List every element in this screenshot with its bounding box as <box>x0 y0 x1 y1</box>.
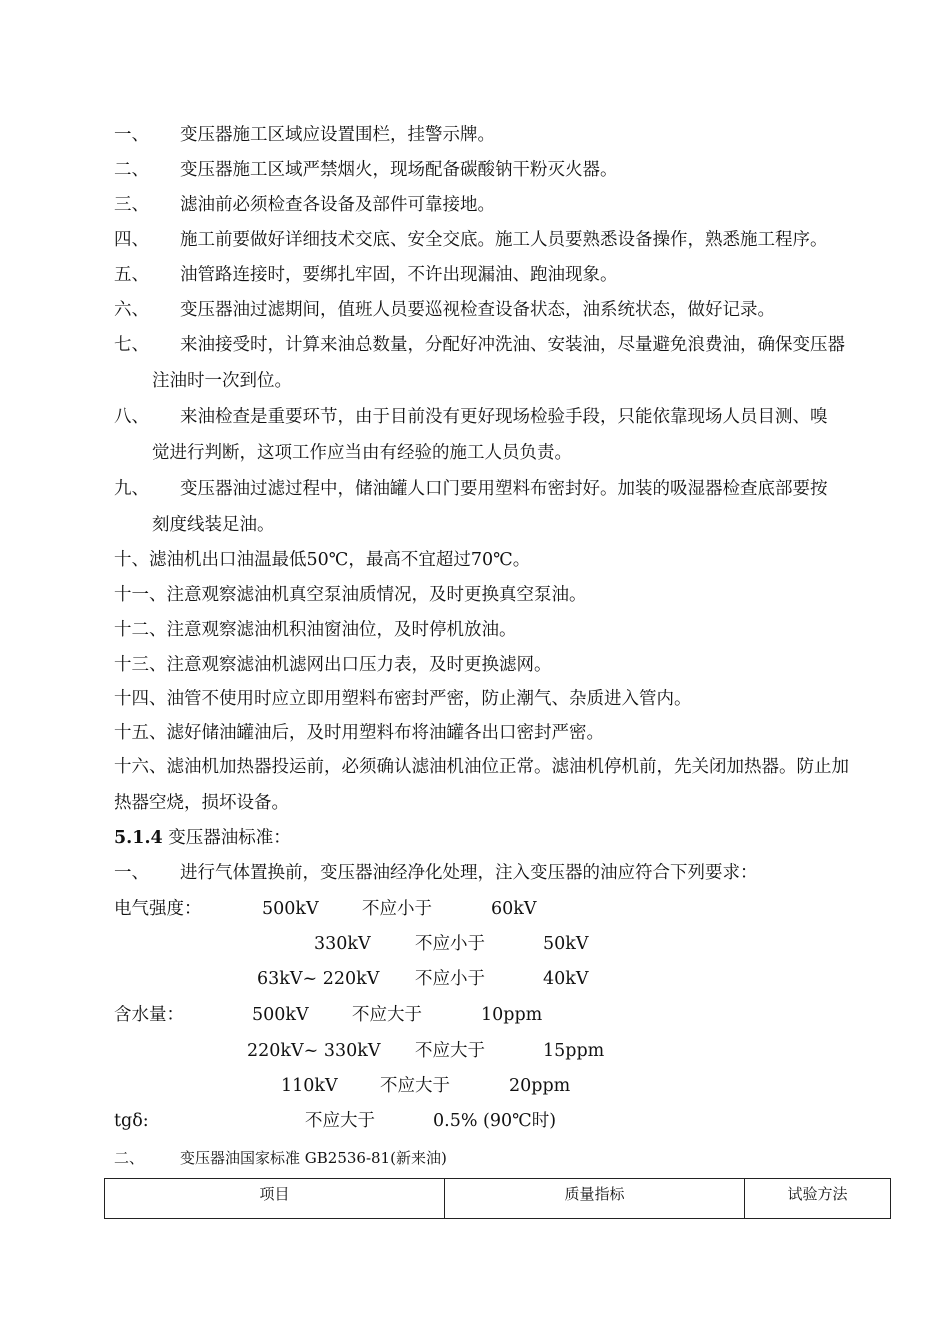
item-7 <box>114 334 845 356</box>
spec-voltage: 500kV <box>262 899 319 919</box>
item-number: 二、 <box>114 1149 145 1167</box>
spec-condition: 不应大于 <box>305 1111 375 1131</box>
section-heading <box>114 827 291 849</box>
item-number: 十三、 <box>114 655 167 675</box>
item-number: 十、 <box>114 550 149 570</box>
item-number: 六、 <box>114 300 149 320</box>
item-7-continuation: 注油时一次到位。 <box>152 371 292 391</box>
spec-condition: 不应大于 <box>415 1041 485 1061</box>
spec-value: 10ppm <box>481 1005 543 1025</box>
item-text: 变压器油过滤期间，值班人员要巡视检查设备状态，油系统状态，做好记录。 <box>180 300 775 320</box>
spec-condition: 不应小于 <box>415 934 485 954</box>
item-6 <box>114 299 775 321</box>
item-text: 注意观察滤油机滤网出口压力表，及时更换滤网。 <box>166 655 552 675</box>
section-title: 变压器油标准： <box>168 828 291 848</box>
table-header-row <box>105 1179 891 1219</box>
item-text: 变压器施工区域严禁烟火，现场配备碳酸钠干粉灭火器。 <box>180 160 618 180</box>
water-content-label: 含水量： <box>114 1005 184 1025</box>
item-number: 十五、 <box>114 723 167 743</box>
item-text: 变压器施工区域应设置围栏，挂警示牌。 <box>180 125 495 145</box>
item-text: 滤油机出口油温最低50℃，最高不宜超过70℃。 <box>149 550 531 570</box>
item-12 <box>114 619 517 641</box>
item-1 <box>114 124 495 146</box>
item-number: 十一、 <box>114 585 167 605</box>
item-13 <box>114 654 552 676</box>
spec-value: 20ppm <box>509 1076 571 1096</box>
item-14 <box>114 688 692 710</box>
spec-value: 15ppm <box>543 1041 605 1061</box>
item-text: 注意观察滤油机积油窗油位，及时停机放油。 <box>166 620 517 640</box>
spec-voltage: 330kV <box>314 934 371 954</box>
item-5 <box>114 264 618 286</box>
electric-strength-label: 电气强度： <box>114 899 202 919</box>
item-number: 十六、 <box>114 757 167 777</box>
item-number: 一、 <box>114 125 149 145</box>
item-number: 三、 <box>114 195 149 215</box>
spec-value: 50kV <box>543 934 589 954</box>
table-header-test-method: 试验方法 <box>745 1179 891 1219</box>
item-number: 五、 <box>114 265 149 285</box>
item-text: 变压器油过滤过程中，储油罐人口门要用塑料布密封好。加装的吸湿器检查底部要按 <box>180 479 828 499</box>
item-text: 滤油机加热器投运前，必须确认滤油机油位正常。滤油机停机前，先关闭加热器。防止加 <box>166 757 849 777</box>
item-number: 八、 <box>114 407 149 427</box>
item-text: 来油接受时，计算来油总数量，分配好冲洗油、安装油，尽量避免浪费油，确保变压器 <box>180 335 845 355</box>
item-text: 变压器油国家标准 GB2536-81(新来油) <box>180 1149 447 1167</box>
item-8 <box>114 406 828 428</box>
spec-value: 60kV <box>491 899 537 919</box>
item-text: 油管不使用时应立即用塑料布密封严密，防止潮气、杂质进入管内。 <box>166 689 692 709</box>
item-4 <box>114 229 828 251</box>
item-16 <box>114 756 849 778</box>
item-text: 滤好储油罐油后，及时用塑料布将油罐各出口密封严密。 <box>166 723 604 743</box>
item-8-continuation: 觉进行判断，这项工作应当由有经验的施工人员负责。 <box>152 443 572 463</box>
spec-voltage: 220kV~ 330kV <box>247 1041 381 1061</box>
quality-standard-table <box>104 1178 891 1219</box>
standard-item-1 <box>114 862 758 884</box>
item-number: 十二、 <box>114 620 167 640</box>
item-11 <box>114 584 587 606</box>
item-number: 七、 <box>114 335 149 355</box>
item-3 <box>114 194 495 216</box>
item-text: 油管路连接时，要绑扎牢固，不许出现漏油、跑油现象。 <box>180 265 618 285</box>
item-2 <box>114 159 618 181</box>
spec-value: 0.5% (90℃时) <box>433 1111 557 1131</box>
item-number: 一、 <box>114 863 149 883</box>
item-text: 进行气体置换前，变压器油经净化处理，注入变压器的油应符合下列要求： <box>180 863 758 883</box>
item-9 <box>114 478 828 500</box>
item-text: 滤油前必须检查各设备及部件可靠接地。 <box>180 195 495 215</box>
item-15 <box>114 722 604 744</box>
item-text: 注意观察滤油机真空泵油质情况，及时更换真空泵油。 <box>166 585 587 605</box>
spec-condition: 不应大于 <box>380 1076 450 1096</box>
table-header-item: 项目 <box>105 1179 445 1219</box>
item-9-continuation: 刻度线装足油。 <box>152 515 275 535</box>
item-text: 施工前要做好详细技术交底、安全交底。施工人员要熟悉设备操作，熟悉施工程序。 <box>180 230 828 250</box>
item-16-continuation: 热器空烧，损坏设备。 <box>114 793 289 813</box>
spec-condition: 不应小于 <box>362 899 432 919</box>
spec-condition: 不应小于 <box>415 969 485 989</box>
spec-condition: 不应大于 <box>352 1005 422 1025</box>
spec-voltage: 500kV <box>252 1005 309 1025</box>
item-number: 四、 <box>114 230 149 250</box>
section-number: 5.1.4 <box>114 828 163 848</box>
table-header-quality: 质量指标 <box>445 1179 745 1219</box>
spec-voltage: 110kV <box>281 1076 338 1096</box>
item-text: 来油检查是重要环节，由于目前没有更好现场检验手段，只能依靠现场人员目测、嗅 <box>180 407 828 427</box>
item-number: 二、 <box>114 160 149 180</box>
item-number: 九、 <box>114 479 149 499</box>
standard-item-2 <box>114 1147 447 1169</box>
item-number: 十四、 <box>114 689 167 709</box>
tg-delta-label: tgδ: <box>114 1111 149 1131</box>
spec-voltage: 63kV~ 220kV <box>257 969 380 989</box>
item-10 <box>114 549 530 571</box>
spec-value: 40kV <box>543 969 589 989</box>
